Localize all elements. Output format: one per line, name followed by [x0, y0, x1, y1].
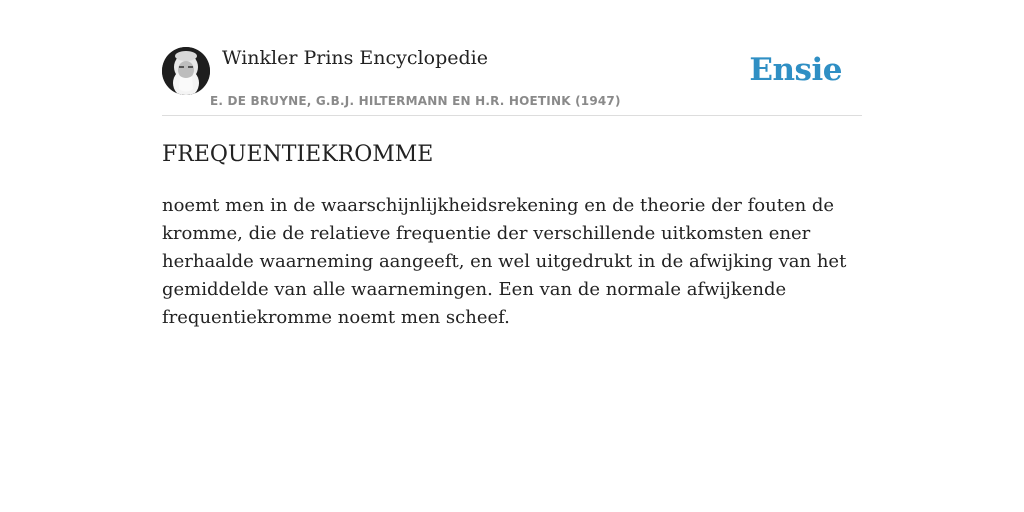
- brand-logo[interactable]: Ensie: [749, 52, 842, 88]
- portrait-image: [162, 47, 210, 95]
- source-authors: E. DE BRUYNE, G.B.J. HILTERMANN EN H.R. HOETINK (1947): [210, 94, 621, 108]
- entry-title: FREQUENTIEKROMME: [162, 142, 434, 167]
- source-title[interactable]: Winkler Prins Encyclopedie: [222, 47, 488, 69]
- author-portrait-icon[interactable]: [162, 47, 210, 95]
- entry-body: noemt men in de waarschijnlijkheidsrekening en de theorie der fouten de kromme, die de relatieve frequentie der verschillende uitkomsten ener herhaalde waarneming aangeeft, en wel uitgedrukt in de afwijking van het gemiddelde van alle waarnemingen. Een van de normale afwijkende frequentiekromme noemt men scheef.: [162, 195, 847, 328]
- source-header: [162, 40, 862, 116]
